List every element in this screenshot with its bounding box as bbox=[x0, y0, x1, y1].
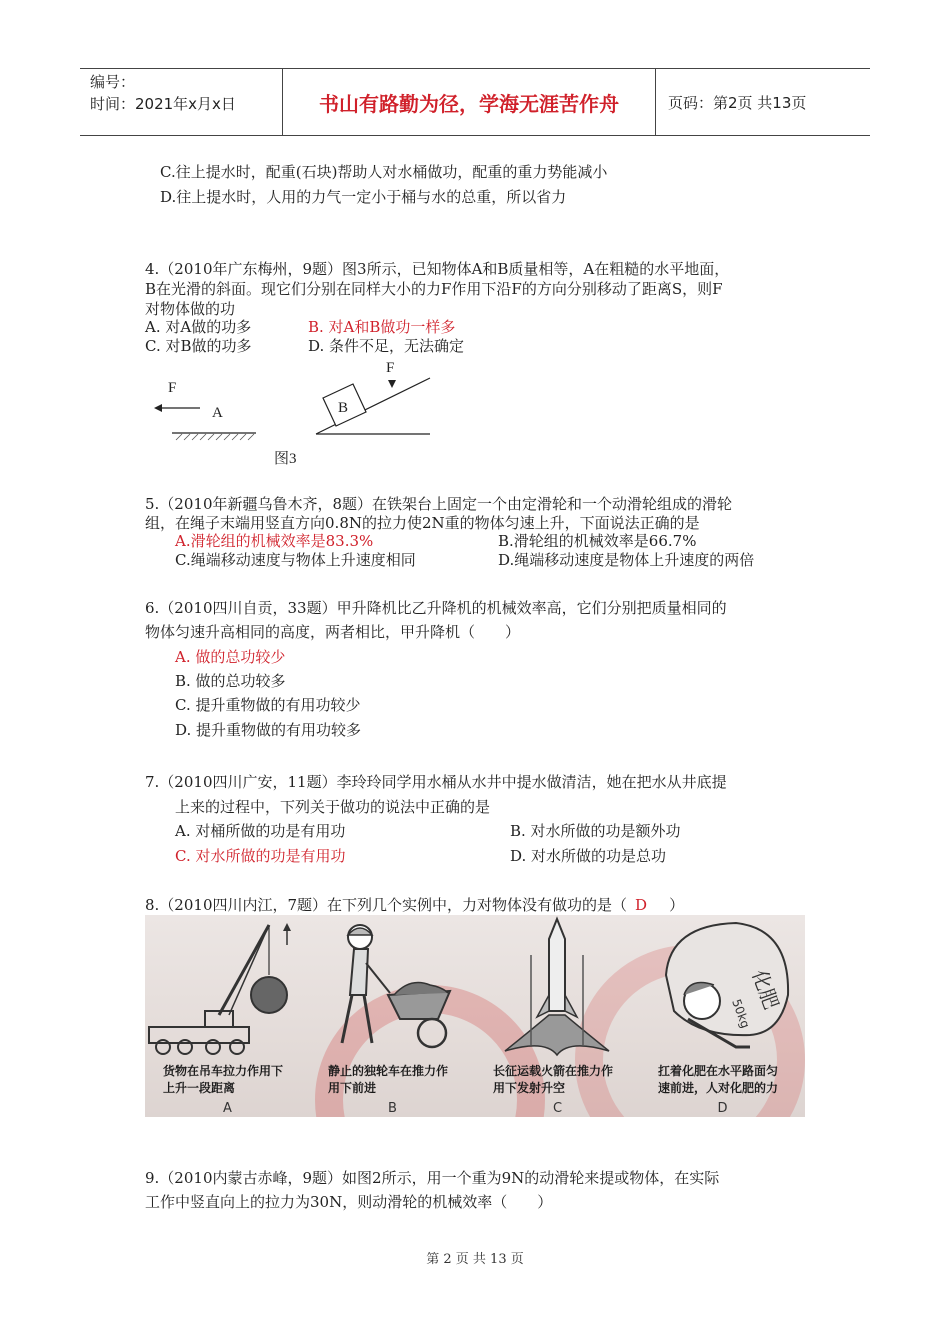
q5-option-a: A.滑轮组的机械效率是83.3% bbox=[175, 532, 374, 550]
q6-option-b: B. 做的总功较多 bbox=[175, 672, 286, 690]
q3-option-d: D.往上提水时，人用的力气一定小于桶与水的总重，所以省力 bbox=[160, 188, 567, 206]
fig3-ground-hatch bbox=[176, 434, 254, 440]
q8-panel-c-letter: C bbox=[552, 1101, 563, 1116]
q3-option-c: C.往上提水时，配重(石块)帮助人对水桶做功，配重的重力势能减小 bbox=[160, 163, 608, 181]
fig3-block-b-label: B bbox=[338, 400, 349, 416]
header-meta bbox=[80, 69, 283, 135]
fig3-caption: 图3 bbox=[274, 451, 297, 467]
q7-option-c: C. 对水所做的功是有用功 bbox=[175, 847, 346, 865]
page-header bbox=[80, 68, 870, 136]
q7-option-d: D. 对水所做的功是总功 bbox=[510, 847, 667, 865]
q7-option-b: B. 对水所做的功是额外功 bbox=[510, 822, 681, 840]
q8-panel-d bbox=[640, 915, 805, 1117]
q5-option-c: C.绳端移动速度与物体上升速度相同 bbox=[175, 551, 416, 569]
fertilizer-bag-icon bbox=[640, 915, 805, 1065]
q6-option-d: D. 提升重物做的有用功较多 bbox=[175, 721, 362, 739]
q5-option-d: D.绳端移动速度是物体上升速度的两倍 bbox=[498, 551, 755, 569]
fig3-force-label-right: F bbox=[386, 360, 395, 376]
q9-stem-line1: 9.（2010内蒙古赤峰，9题）如图2所示，用一个重为9N的动滑轮来提或物体，在实际 bbox=[145, 1169, 720, 1187]
q6-option-a: A. 做的总功较少 bbox=[175, 648, 286, 666]
header-date: 时间：2021年x月x日 bbox=[90, 95, 236, 113]
header-number-label: 编号： bbox=[90, 73, 136, 91]
q7-stem-line1: 7.（2010四川广安，11题）李玲玲同学用水桶从水井中提水做清洁，她在把水从井底提 bbox=[145, 773, 727, 791]
q8-panel-b bbox=[310, 915, 475, 1117]
q8-panel-b-caption: 静止的独轮车在推力作用下前进 bbox=[328, 1064, 449, 1095]
wheelbarrow-icon bbox=[310, 915, 475, 1065]
header-page-number: 页码：第2页 共13页 bbox=[668, 93, 807, 112]
q4-stem-line2: B在光滑的斜面。现它们分别在同样大小的力F作用下沿F的方向分别移动了距离S，则F bbox=[145, 280, 723, 298]
q4-option-a: A. 对A做的功多 bbox=[145, 318, 252, 336]
q7-option-a: A. 对桶所做的功是有用功 bbox=[175, 822, 346, 840]
fig3-force-label-left: F bbox=[168, 380, 177, 396]
crane-truck-icon bbox=[145, 915, 310, 1065]
q5-stem-line2: 组，在绳子末端用竖直方向0.8N的拉力使2N重的物体匀速上升，下面说法正确的是 bbox=[145, 514, 700, 532]
q8-stem-prefix: 8.（2010四川内江，7题）在下列几个实例中，力对物体没有做功的是（ bbox=[145, 896, 628, 914]
q5-option-b: B.滑轮组的机械效率是66.7% bbox=[498, 532, 697, 550]
q8-illustration-photo bbox=[145, 915, 805, 1117]
q8-stem bbox=[145, 895, 684, 915]
q8-panel-a bbox=[145, 915, 310, 1117]
figure-3-diagram bbox=[140, 360, 460, 470]
header-motto: 书山有路勤为径，学海无涯苦作舟 bbox=[283, 69, 656, 135]
q8-panel-a-letter: A bbox=[223, 1101, 232, 1116]
q4-stem-line1: 4.（2010年广东梅州，9题）图3所示，已知物体A和B质量相等，A在粗糙的水平地面， bbox=[145, 260, 730, 278]
q8-panel-b-letter: B bbox=[388, 1101, 397, 1116]
fertilizer-bag-text: 化肥 bbox=[747, 966, 784, 1013]
q6-stem-line1: 6.（2010四川自贡，33题）甲升降机比乙升降机的机械效率高，它们分别把质量相同的 bbox=[145, 599, 727, 617]
q8-panel-a-caption: 货物在吊车拉力作用下上升一段距离 bbox=[163, 1064, 284, 1095]
q8-panel-c-caption: 长征运载火箭在推力作用下发射升空 bbox=[493, 1064, 614, 1095]
fig3-block-a-label: A bbox=[212, 405, 223, 421]
q8-answer: D bbox=[635, 896, 648, 914]
rocket-icon bbox=[475, 915, 640, 1065]
fig3-force-arrowhead-right bbox=[388, 380, 396, 388]
q4-option-c: C. 对B做的功多 bbox=[145, 337, 252, 355]
q4-stem-line3: 对物体做的功 bbox=[145, 300, 236, 318]
q6-option-c: C. 提升重物做的有用功较少 bbox=[175, 696, 361, 714]
q4-option-d: D. 条件不足，无法确定 bbox=[308, 337, 465, 355]
q7-stem-line2: 上来的过程中，下列关于做功的说法中正确的是 bbox=[175, 798, 491, 816]
q5-stem-line1: 5.（2010年新疆乌鲁木齐，8题）在铁架台上固定一个由定滑轮和一个动滑轮组成的滑轮 bbox=[145, 495, 733, 513]
q8-panel-c bbox=[475, 915, 640, 1117]
fig3-force-arrowhead-left bbox=[154, 404, 162, 412]
q4-option-b: B. 对A和B做功一样多 bbox=[308, 318, 456, 336]
fertilizer-bag-weight: 50kg bbox=[729, 997, 753, 1031]
q8-panel-d-caption: 扛着化肥在水平路面匀速前进，人对化肥的力 bbox=[658, 1064, 779, 1095]
q9-stem-line2: 工作中竖直向上的拉力为30N，则动滑轮的机械效率（ ） bbox=[145, 1193, 553, 1211]
q8-panel-d-letter: D bbox=[717, 1101, 728, 1116]
page-footer: 第 2 页 共 13 页 bbox=[426, 1252, 524, 1267]
q8-stem-suffix: ） bbox=[669, 896, 685, 914]
q6-stem-line2: 物体匀速升高相同的高度，两者相比，甲升降机（ ） bbox=[145, 623, 521, 641]
